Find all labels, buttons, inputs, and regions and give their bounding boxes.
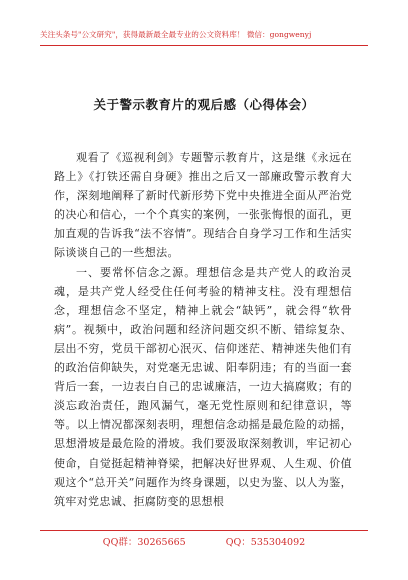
- document-body: [54, 148, 352, 511]
- paragraph-section-one: 一、要常怀信念之源。理想信念是共产党人的政治灵魂，是共产党人经受住任何考验的精神支柱。没有理想信念，理想信念不坚定，精神上就会“缺钙”，就会得“软骨病”。视频中，政治问题和经济问题交织不断、错综复杂、层出不穷，党员干部初心泯灭、信仰迷茫、精神迷失他们有的政治信仰缺失，对党毫无忠诚、阳奉阴违；有的当面一套背后一套，一边表白自己的忠诚廉洁，一边大搞腐败；有的淡忘政治责任，跑风漏气，毫无党性原则和纪律意识，等等。以上情况都深刻表明，理想信念动摇是最危险的动摇，思想滑坡是最危险的滑坡。我们要汲取深刻教训，牢记初心使命，自觉挺起精神脊梁，把解决好世界观、人生观、价值观这个“总开关”问题作为终身课题，以史为鉴、以人为鉴，筑牢对党忠诚、拒腐防变的思想根: [54, 265, 352, 508]
- footer-divider: [40, 530, 368, 531]
- qq-number: QQ：535304092: [225, 537, 306, 548]
- qq-group-number: QQ群：30265665: [102, 537, 186, 548]
- paragraph-intro: 观看了《巡视利剑》专题警示教育片，这是继《永远在路上》《打铁还需自身硬》推出之后又一部廉政警示教育大作，深刻地阐释了新时代新形势下党中央推进全面从严治党的决心和信心，一个个真实的案例，一张张悔恨的面孔，更加直观的告诉我“法不容情”。现结合自身学习工作和生活实际谈谈自己的一些想法。: [54, 151, 352, 260]
- header-note: 关注头条号"公文研究"，获得最新最全最专业的公文资料库！ 微信：gongwenyj: [40, 30, 312, 39]
- document-title: 关于警示教育片的观后感（心得体会）: [93, 97, 315, 112]
- footer-contacts: [40, 534, 368, 548]
- header-divider: [40, 45, 368, 46]
